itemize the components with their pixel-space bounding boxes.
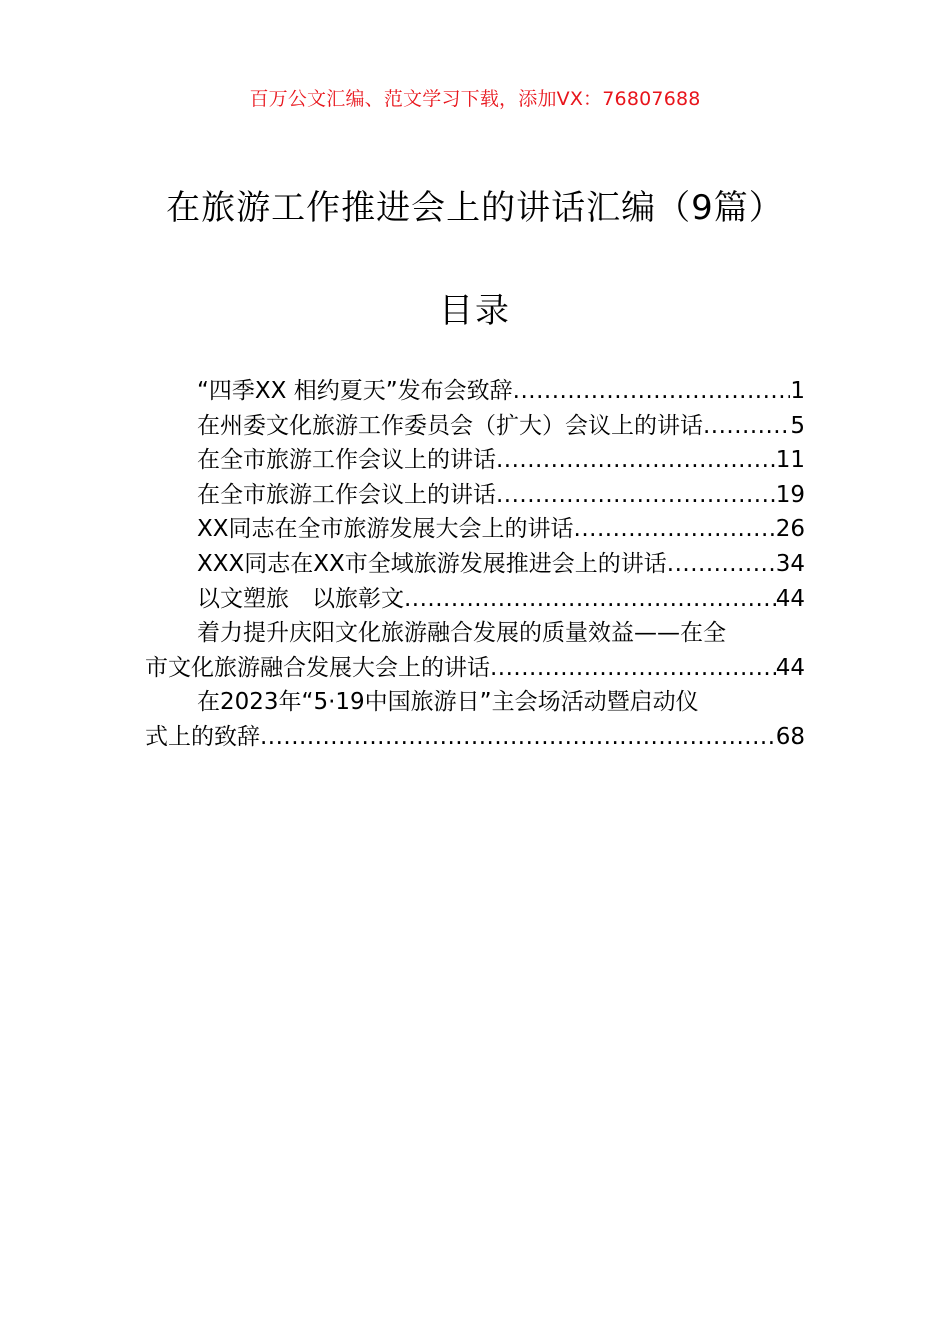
toc-entry[interactable] [145,685,805,754]
toc-entry[interactable] [145,409,805,444]
toc-entry[interactable] [145,478,805,513]
toc-entry-page: 34 [775,550,805,577]
toc-leader-dots [404,582,776,617]
toc-leader-dots [496,443,776,478]
toc-entry-page: 19 [775,481,805,508]
toc-entry[interactable] [145,547,805,582]
toc-entry-page: 26 [775,516,805,543]
toc-entry[interactable] [145,374,805,409]
toc-leader-dots [703,409,790,444]
toc-entry-label: 在全市旅游工作会议上的讲话 [197,447,496,474]
toc-entry-label: 在全市旅游工作会议上的讲话 [197,481,496,508]
toc-entry[interactable] [145,512,805,547]
toc-leader-dots [667,547,776,582]
toc-entry-label-line2: 式上的致辞 [145,723,260,750]
toc-leader-dots [260,720,776,755]
header-note: 百万公文汇编、范文学习下载，添加VX：76807688 [249,88,701,110]
toc-entry-page: 44 [775,585,805,612]
toc-entry-label: XXX同志在XX市全域旅游发展推进会上的讲话 [197,550,667,577]
toc-entry[interactable] [145,443,805,478]
toc-leader-dots [490,651,776,686]
toc-leader-dots [574,512,776,547]
toc-entry-label: “四季XX 相约夏天”发布会致辞 [197,378,513,404]
toc-entry-label: 在州委文化旅游工作委员会（扩大）会议上的讲话 [197,412,703,439]
toc-entry[interactable] [145,582,805,617]
toc-entry-page: 11 [775,447,805,474]
toc-entry-label-line1: 着力提升庆阳文化旅游融合发展的质量效益——在全 [197,620,726,647]
toc-entry-label-line1: 在2023年“5·19中国旅游日”主会场活动暨启动仪 [197,689,699,716]
toc-heading: 目录 [439,291,511,331]
toc-entry-page: 44 [775,654,805,681]
toc-entry-label: XX同志在全市旅游发展大会上的讲话 [197,516,574,543]
toc-leader-dots [513,374,791,409]
toc-entry-page: 5 [790,412,805,439]
toc-entry-page: 68 [775,723,805,750]
table-of-contents [145,374,805,755]
toc-entry[interactable] [145,616,805,685]
toc-entry-label-line2: 市文化旅游融合发展大会上的讲话 [145,654,490,681]
toc-entry-page: 1 [790,378,805,404]
toc-leader-dots [496,478,776,513]
toc-entry-label: 以文塑旅 以旅彰文 [197,585,404,612]
document-title: 在旅游工作推进会上的讲话汇编（9篇） [166,188,784,228]
